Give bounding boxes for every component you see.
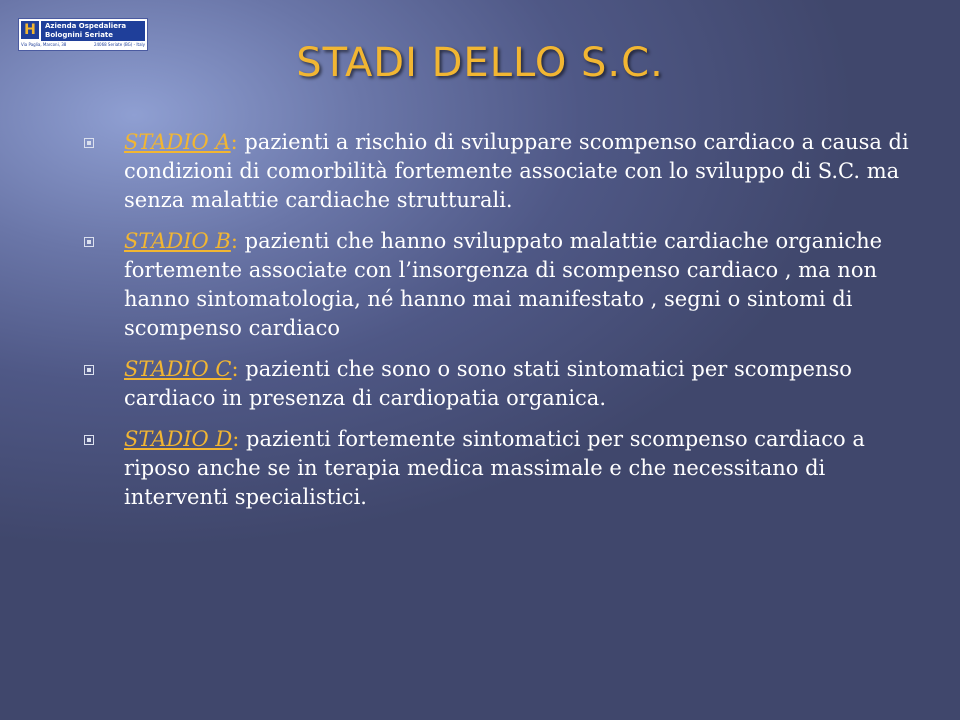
slide-title: STADI DELLO S.C. <box>296 40 664 86</box>
bullet-icon <box>84 138 94 148</box>
list-item-stage-c <box>80 355 920 413</box>
logo-h-icon: H <box>21 21 39 39</box>
stage-label: STADIO A <box>124 130 231 154</box>
bullet-icon <box>84 435 94 445</box>
logo-address-city: 24068 Seriate (BG) - Italy <box>93 42 145 47</box>
bullet-icon <box>84 365 94 375</box>
stage-description: pazienti fortemente sintomatici per scompenso cardiaco a riposo anche se in terapia medica massimale e che necessitano di interventi specialistici. <box>124 427 865 509</box>
bullet-icon <box>84 237 94 247</box>
stage-label: STADIO D <box>124 427 233 451</box>
stage-description: pazienti che hanno sviluppato malattie cardiache organiche fortemente associate con l’insorgenza di scompenso cardiaco , ma non hanno sintomatologia, né hanno mai manifestato , segni o sintomi di scompenso cardiaco <box>124 229 883 340</box>
logo-address-street: Via Paglia, Marconi, 38 <box>21 42 67 47</box>
stage-description: pazienti a rischio di sviluppare scompenso cardiaco a causa di condizioni di comorbilità fortemente associate con lo sviluppo di S.C. ma senza malattie cardiache strutturali. <box>124 130 909 212</box>
stage-separator: : <box>231 357 239 381</box>
stage-description: pazienti che sono o sono stati sintomatici per scompenso cardiaco in presenza di cardiopatia organica. <box>124 357 852 410</box>
stage-separator: : <box>232 427 240 451</box>
list-item-stage-a <box>80 128 920 215</box>
stage-list <box>80 128 920 524</box>
stage-separator: : <box>230 130 238 154</box>
logo-name-line2: Bolognini Seriate <box>45 31 114 39</box>
stage-separator: : <box>230 229 238 253</box>
list-item-stage-d <box>80 425 920 512</box>
logo-name-line1: Azienda Ospedaliera <box>45 22 127 30</box>
stage-label: STADIO B <box>124 229 231 253</box>
list-item-stage-b <box>80 227 920 343</box>
stage-label: STADIO C <box>124 357 232 381</box>
